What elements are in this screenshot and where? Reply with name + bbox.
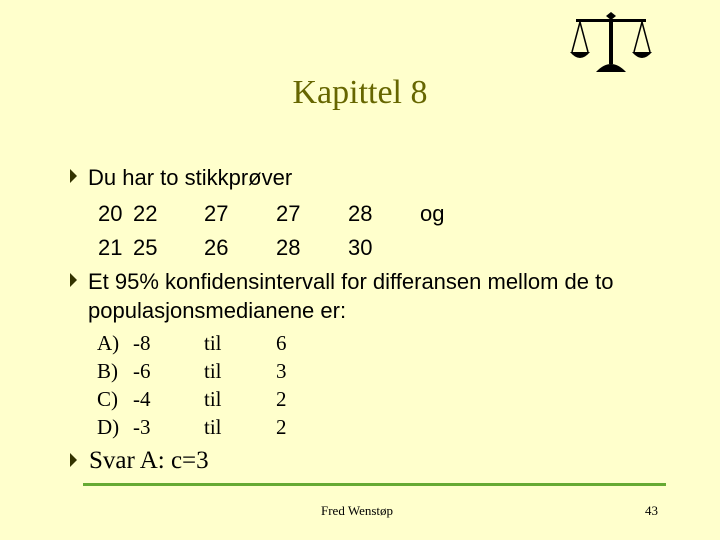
sample-value: 25 xyxy=(133,235,158,260)
bullet-text-line: Et 95% konfidensintervall for differansen mellom de to xyxy=(88,269,614,294)
option-high: 6 xyxy=(276,331,287,355)
bullet-arrow-icon xyxy=(70,453,77,467)
option-til: til xyxy=(204,415,222,439)
page-number: 43 xyxy=(645,503,658,518)
option-low: -4 xyxy=(133,387,151,411)
sample-value: 28 xyxy=(276,235,301,260)
sample-value: 27 xyxy=(204,201,229,226)
option-low: -3 xyxy=(133,415,151,439)
sample-value: 30 xyxy=(348,235,373,260)
option-high: 2 xyxy=(276,415,287,439)
option-label: A) xyxy=(97,331,120,355)
option-label: B) xyxy=(97,359,118,383)
sample-value: 21 xyxy=(98,235,123,260)
bullet-arrow-icon xyxy=(70,273,77,287)
option-low: -8 xyxy=(133,331,151,355)
footer-rule xyxy=(83,483,666,486)
sample-value: 27 xyxy=(276,201,301,226)
answer-text: Svar A: c=3 xyxy=(89,447,209,474)
slide-title: Kapittel 8 xyxy=(292,74,428,111)
footer-author: Fred Wenstøp xyxy=(321,503,394,518)
option-til: til xyxy=(204,359,222,383)
sample-value: 26 xyxy=(204,235,229,260)
option-high: 2 xyxy=(276,387,287,411)
option-low: -6 xyxy=(133,359,151,383)
sample-value: 22 xyxy=(133,201,158,226)
option-label: D) xyxy=(97,415,120,439)
scales-of-justice-icon xyxy=(568,12,654,74)
bullet-text: Du har to stikkprøver xyxy=(88,165,293,190)
option-high: 3 xyxy=(276,359,287,383)
option-label: C) xyxy=(97,387,118,411)
bullet-arrow-icon xyxy=(70,169,77,183)
bullet-text-line: populasjonsmedianene er: xyxy=(88,298,347,323)
option-til: til xyxy=(204,387,222,411)
sample-value: 20 xyxy=(98,201,123,226)
sample-word: og xyxy=(420,201,445,226)
sample-value: 28 xyxy=(348,201,373,226)
option-til: til xyxy=(204,331,222,355)
